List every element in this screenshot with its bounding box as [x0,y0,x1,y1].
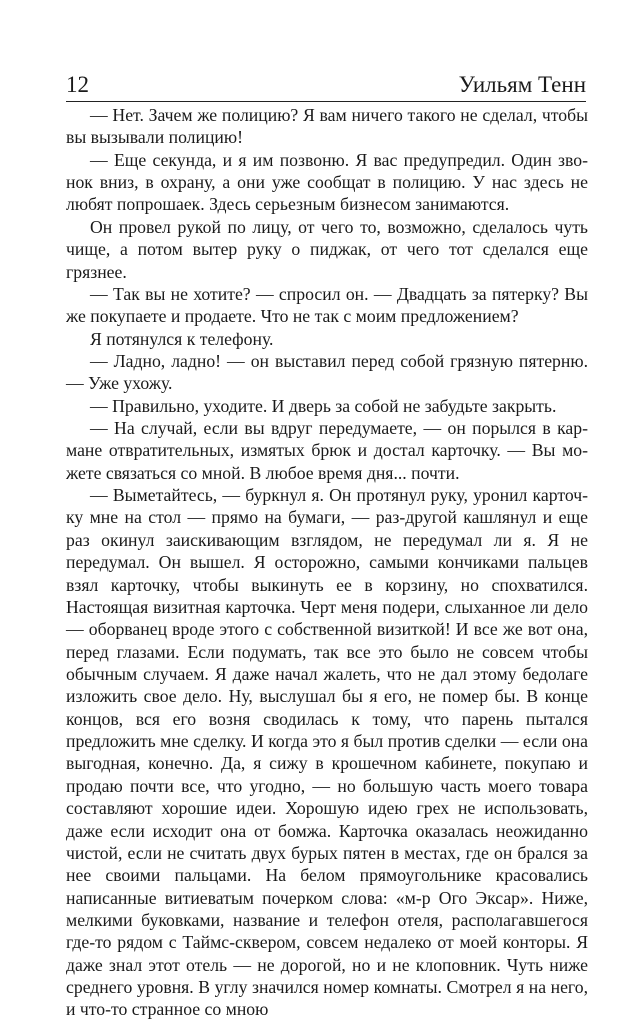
paragraph: — Еще секунда, и я им позвоню. Я вас предупредил. Один звонок вниз, в охрану, а они уже сообщат в полицию. У нас здесь не любят попрошаек. Здесь серьезным бизнесом занимаются. [66,149,588,215]
paragraph: — Правильно, уходите. И дверь за собой не забудьте закрыть. [90,395,557,416]
paragraph: — Нет. Зачем же полицию? Я вам ничего такого не сделал, чтобы вы вызывали полицию! [66,105,588,148]
paragraph: — Ладно, ладно! — он выставил перед собой грязную пятерню. — Уже ухожу. [66,350,588,394]
paragraph: — На случай, если вы вдруг передумаете, — он порылся в кармане отвратительных, измятых брюк и достал карточку. — Вы можете связаться со мной. В любое время дня... почти. [66,418,588,483]
body-text [66,104,588,1021]
paragraph: — Выметайтесь, — буркнул я. Он протянул руку, уронил карточку мне на стол — прямо на бумаги, — раз-другой кашлянул и еще раз окинул заискивающим взглядом, не передумал ли я. Я не передумал. Он вышел. Я осторожно, самыми кончиками пальцев взял карточку, чтобы выкинуть ее в корзину, но спохватился. Настоящая визитная карточка. Черт меня подери, слыханное ли дело — оборванец вроде этого с собственной визиткой! И все же вот она, перед глазами. Если подумать, так все это было не совсем чтобы обычным случаем. Я даже начал жалеть, что не дал этому бедолаге изложить свое дело. Ну, выслушал бы я его, не помер бы. В конце концов, вся его возня сводилась к тому, что парень пытался предложить мне сделку. И когда это я был против сделки — если она выгодная, конечно. Да, я сижу в крошечном кабинете, покупаю и продаю почти все, что угодно, — но большую часть моего товара составляют хорошие идеи. Хорошую идею грех не использовать, даже если исходит она от бомжа. Карточка оказалась неожиданно чистой, если не считать двух бурых пятен в местах, где он брался за нее своими пальцами. На белом прямоугольнике красовались написанные витиеватым почерком слова: «м-р Ого Эксар». Ниже, мелкими буковками, название и телефон отеля, располагавшегося где-то рядом с Таймс-сквером, совсем недалеко от моей конторы. Я даже знал этот отель — не дорогой, но и не клоповник. Чуть ниже среднего уровня. В углу значился номер комнаты. Смотрел я на него, и что-то странное со мною [66,485,588,1020]
paragraph: Он провел рукой по лицу, от чего то, возможно, сделалось чуть чище, а потом вытер руку о пиджак, от чего тот сделался еще грязнее. [66,216,588,282]
header-rule [66,101,586,102]
page-number: 12 [66,72,89,97]
page-header [66,66,586,96]
paragraph: — Так вы не хотите? — спросил он. — Двадцать за пятерку? Вы же покупаете и продаете. Что не так с моим предложением? [66,283,588,327]
running-title: Уильям Тенн [458,72,586,97]
paragraph: Я потянулся к телефону. [90,328,274,349]
